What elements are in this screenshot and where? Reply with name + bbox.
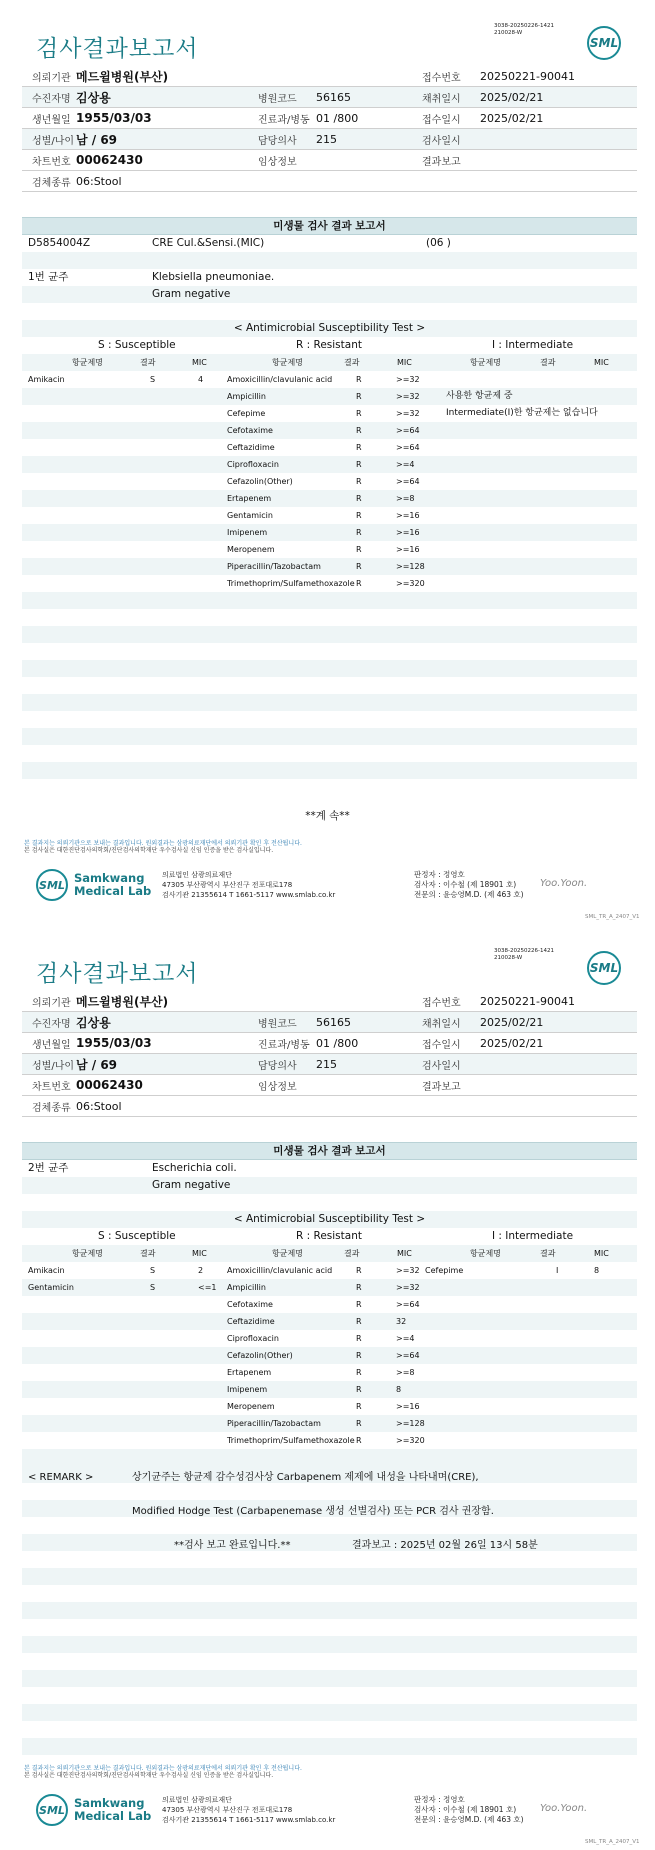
sml-badge-icon: SML — [587, 951, 621, 985]
ast-drug: Cefotaxime — [227, 426, 273, 435]
ast-result: R — [356, 375, 362, 384]
ast-mic: >=64 — [396, 1300, 420, 1309]
ast-mic: >=32 — [396, 409, 420, 418]
gram-row — [22, 286, 637, 303]
ast-mic: >=4 — [396, 460, 415, 469]
organism: Escherichia coli. — [152, 1162, 237, 1174]
ast-drug: Gentamicin — [227, 511, 273, 520]
samkwang-logo: SML Samkwang Medical Lab — [36, 1794, 151, 1826]
collect-date: 2025/02/21 — [480, 90, 544, 104]
test-name: CRE Cul.&Sensi.(MIC) — [152, 237, 265, 249]
ast-result: R — [356, 1436, 362, 1445]
test-code: D5854004Z — [28, 237, 91, 249]
ast-mic: 2 — [198, 1266, 204, 1275]
ast-heading: < Antimicrobial Susceptibility Test > — [233, 322, 426, 334]
ast-legend-row: S : Susceptible R : Resistant I : Intermediate — [98, 339, 574, 351]
ast-drug: Imipenem — [227, 528, 268, 537]
ast-mic: 8 — [396, 1385, 402, 1394]
disclaimer-2: 본 검사실은 대한진단검사의학회/진단검사의학재단 우수검사실 신임 인증을 받은 검사실입니다. — [24, 847, 274, 854]
report-time: 결과보고 : 2025년 02월 26일 13시 58분 — [352, 1540, 538, 1551]
ast-result: S — [150, 1266, 156, 1275]
report-complete: **검사 보고 완료입니다.** — [174, 1540, 291, 1551]
ast-mic: >=16 — [396, 511, 420, 520]
ast-drug: Ampicillin — [227, 392, 266, 401]
ast-drug: Ciprofloxacin — [227, 460, 279, 469]
doc-code: 3038-20250226-1421 210028-W — [494, 23, 554, 36]
ast-mic: <=1 — [198, 1283, 217, 1292]
specimen: 06:Stool — [76, 174, 122, 188]
sml-logo-icon: SML — [36, 1794, 68, 1826]
ast-drug: Cefepime — [425, 1266, 464, 1275]
ast-mic: >=8 — [396, 494, 415, 503]
section-title: 미생물 검사 결과 보고서 — [22, 1142, 637, 1160]
continued-label: **계 속** — [305, 810, 350, 822]
ast-drug: Meropenem — [227, 545, 275, 554]
ast-result: R — [356, 494, 362, 503]
ast-mic: >=320 — [396, 1436, 425, 1445]
ast-drug: Trimethoprim/Sulfamethoxazole — [227, 1436, 355, 1445]
ast-mic: >=64 — [396, 443, 420, 452]
ast-mic: >=32 — [396, 375, 420, 384]
header-row-6: 검체종류 06:Stool — [22, 171, 637, 192]
lab-address: 의료법인 삼광의료재단 47305 부산광역시 부산진구 전포대로178 검사기관 21355614 T 1661-5117 www.smlab.co.kr — [162, 1796, 336, 1824]
header-row-3: 생년월일 1955/03/03 진료과/병동 01 /800 접수일시 2025/02/21 — [22, 1033, 637, 1054]
ast-column-header: 항균제명 결과 MIC 항균제명 결과 MIC 항균제명 결과 MIC — [22, 1245, 637, 1262]
ast-drug: Ceftazidime — [227, 443, 275, 452]
ast-result: R — [356, 511, 362, 520]
isolate-row — [22, 269, 637, 286]
gram-stain: Gram negative — [152, 1179, 231, 1191]
ast-mic: 32 — [396, 1317, 407, 1326]
report-title: 검사결과보고서 — [36, 36, 199, 62]
header-row-5: 차트번호 00062430 임상정보 결과보고 — [22, 1075, 637, 1096]
sml-badge-icon: SML — [587, 26, 621, 60]
ast-mic: >=32 — [396, 1283, 420, 1292]
ast-mic: >=16 — [396, 1402, 420, 1411]
chart-no: 00062430 — [76, 153, 143, 167]
ast-result: R — [356, 1283, 362, 1292]
sml-logo-icon: SML — [36, 869, 68, 901]
ast-drug: Cefazolin(Other) — [227, 1351, 293, 1360]
ast-result: R — [356, 460, 362, 469]
ast-legend-row: S : Susceptible R : Resistant I : Intermediate — [98, 1230, 574, 1242]
ast-drug: Ertapenem — [227, 494, 272, 503]
ast-mic: >=64 — [396, 477, 420, 486]
ast-drug: Ceftazidime — [227, 1317, 275, 1326]
ast-drug: Meropenem — [227, 1402, 275, 1411]
ast-result: R — [356, 1402, 362, 1411]
ast-result: R — [356, 545, 362, 554]
ast-heading: < Antimicrobial Susceptibility Test > — [233, 1213, 426, 1225]
gram-stain: Gram negative — [152, 288, 231, 300]
dob: 1955/03/03 — [76, 111, 152, 125]
hospital-code: 56165 — [316, 90, 351, 104]
ast-column-header: 항균제명 결과 MIC 항균제명 결과 MIC 항균제명 결과 MIC — [22, 354, 637, 371]
ast-result: R — [356, 579, 362, 588]
header-row-3: 생년월일 1955/03/03 진료과/병동 01 /800 접수일시 2025/02/21 — [22, 108, 637, 129]
header-row-6: 검체종류 06:Stool — [22, 1096, 637, 1117]
disclaimer-2: 본 검사실은 대한진단검사의학회/진단검사의학재단 우수검사실 신임 인증을 받은 검사실입니다. — [24, 1772, 274, 1779]
ast-mic: >=32 — [396, 1266, 420, 1275]
institution: 메드윌병원(부산) — [76, 69, 169, 84]
ast-drug: Amoxicillin/clavulanic acid — [227, 1266, 333, 1275]
ast-result: R — [356, 1368, 362, 1377]
remark-label: < REMARK > — [28, 1472, 94, 1483]
ast-mic: >=64 — [396, 426, 420, 435]
doc-code: 3038-20250226-1421 210028-W — [494, 948, 554, 961]
ast-mic: >=16 — [396, 528, 420, 537]
ast-result: R — [356, 1351, 362, 1360]
ast-heading-row — [22, 1211, 637, 1228]
ast-result: R — [356, 392, 362, 401]
gram-row — [22, 1177, 637, 1194]
signature: Yoo.Yoon. — [540, 878, 588, 889]
ast-result: R — [356, 426, 362, 435]
ast-drug: Cefotaxime — [227, 1300, 273, 1309]
ast-drug: Cefazolin(Other) — [227, 477, 293, 486]
ast-result: R — [356, 1419, 362, 1428]
ast-mic: >=32 — [396, 392, 420, 401]
ast-drug: Amoxicillin/clavulanic acid — [227, 375, 333, 384]
intermediate-note-1: 사용한 항균제 중 — [446, 391, 513, 401]
ast-mic: >=8 — [396, 1368, 415, 1377]
ast-result: R — [356, 562, 362, 571]
doctor: 215 — [316, 132, 337, 146]
ast-result: R — [356, 1300, 362, 1309]
ast-mic: >=128 — [396, 1419, 425, 1428]
ast-mic: >=320 — [396, 579, 425, 588]
samkwang-logo: SML Samkwang Medical Lab — [36, 869, 151, 901]
header-row-5: 차트번호 00062430 임상정보 결과보고 — [22, 150, 637, 171]
remark-line-1: 상기균주는 항균제 감수성검사상 Carbapenem 제제에 내성을 나타내며(CRE), — [132, 1472, 479, 1483]
ast-drug: Ampicillin — [227, 1283, 266, 1292]
ast-drug: Gentamicin — [28, 1283, 74, 1292]
header-row-4: 성별/나이 남 / 69 담당의사 215 검사일시 — [22, 1054, 637, 1075]
ast-drug: Piperacillin/Tazobactam — [227, 1419, 321, 1428]
ast-drug: Piperacillin/Tazobactam — [227, 562, 321, 571]
disclaimer-1: 본 결과지는 의뢰기관으로 보내는 결과입니다. 원외결과는 삼광의료재단에서 의뢰기관 확인 후 전산됩니다. — [24, 840, 302, 847]
ast-result: S — [150, 375, 156, 384]
ast-result: R — [356, 409, 362, 418]
ast-result: S — [150, 1283, 156, 1292]
lab-address: 의료법인 삼광의료재단 47305 부산광역시 부산진구 전포대로178 검사기관 21355614 T 1661-5117 www.smlab.co.kr — [162, 871, 336, 899]
ast-mic: >=4 — [396, 1334, 415, 1343]
receive-date: 2025/02/21 — [480, 111, 544, 125]
patient-name: 김상용 — [76, 90, 111, 105]
isolate-label: 1번 균주 — [28, 271, 69, 283]
test-specimen-code: (06 ) — [426, 237, 451, 249]
ast-drug: Ertapenem — [227, 1368, 272, 1377]
ast-drug: Ciprofloxacin — [227, 1334, 279, 1343]
ast-result: R — [356, 1385, 362, 1394]
ast-drug: Amikacin — [28, 1266, 65, 1275]
ast-result: R — [356, 443, 362, 452]
ast-drug: Cefepime — [227, 409, 266, 418]
signatories: 판정자 : 정영호 검사자 : 이수철 (제 18901 호) 전문의 : 윤승영M.D. (제 463 호) — [414, 1795, 524, 1824]
organism: Klebsiella pneumoniae. — [152, 271, 275, 283]
header-row-2: 수진자명 김상용 병원코드 56165 채취일시 2025/02/21 — [22, 1012, 637, 1033]
intermediate-note-2: Intermediate(I)한 항균제는 없습니다 — [446, 408, 598, 418]
ast-result: R — [356, 528, 362, 537]
report-title: 검사결과보고서 — [36, 961, 199, 987]
receipt-no: 20250221-90041 — [480, 69, 575, 83]
section-title: 미생물 검사 결과 보고서 — [22, 217, 637, 235]
form-version: SML_TR_A_2407_V1 — [585, 914, 640, 920]
signatories: 판정자 : 정영호 검사자 : 이수철 (제 18901 호) 전문의 : 윤승영M.D. (제 463 호) — [414, 870, 524, 899]
disclaimer-1: 본 결과지는 의뢰기관으로 보내는 결과입니다. 원외결과는 삼광의료재단에서 의뢰기관 확인 후 전산됩니다. — [24, 1765, 302, 1772]
ast-result: R — [356, 1317, 362, 1326]
header-row-4: 성별/나이 남 / 69 담당의사 215 검사일시 — [22, 129, 637, 150]
ast-result: R — [356, 1334, 362, 1343]
ast-drug: Imipenem — [227, 1385, 268, 1394]
signature: Yoo.Yoon. — [540, 1803, 588, 1814]
form-version: SML_TR_A_2407_V1 — [585, 1839, 640, 1845]
test-row — [22, 235, 637, 252]
isolate-label: 2번 균주 — [28, 1162, 69, 1174]
ast-result: R — [356, 477, 362, 486]
ast-result: I — [556, 1266, 559, 1275]
sex-age: 남 / 69 — [76, 132, 118, 147]
remark-line-2: Modified Hodge Test (Carbapenemase 생성 선별검사) 또는 PCR 검사 권장함. — [132, 1506, 494, 1517]
ast-drug: Trimethoprim/Sulfamethoxazole — [227, 579, 355, 588]
ast-mic: >=64 — [396, 1351, 420, 1360]
header-row-2: 수진자명 김상용 병원코드 56165 채취일시 2025/02/21 — [22, 87, 637, 108]
ast-mic: 4 — [198, 375, 204, 384]
header-row-1: 의뢰기관 메드윌병원(부산) 접수번호 20250221-90041 — [22, 66, 637, 87]
isolate-row — [22, 1160, 637, 1177]
report-page-2 — [0, 925, 655, 1850]
ast-drug: Amikacin — [28, 375, 65, 384]
ast-mic: >=16 — [396, 545, 420, 554]
ast-result: R — [356, 1266, 362, 1275]
header-row-1: 의뢰기관 메드윌병원(부산) 접수번호 20250221-90041 — [22, 991, 637, 1012]
ast-heading-row — [22, 320, 637, 337]
dept: 01 /800 — [316, 111, 359, 125]
ast-mic: >=128 — [396, 562, 425, 571]
ast-mic: 8 — [594, 1266, 600, 1275]
